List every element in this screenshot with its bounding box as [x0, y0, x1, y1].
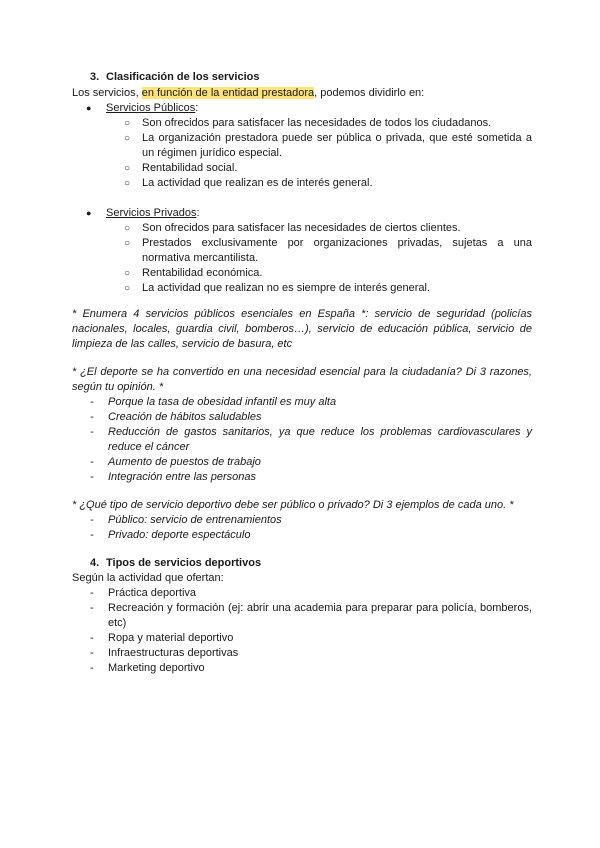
privados-item-text: Prestados exclusivamente por organizaciones privadas, sujetas a una normativa mercantilista.	[142, 237, 532, 264]
answer-text: Público: servicio de entrenamientos	[108, 514, 282, 526]
item-text: Ropa y material deportivo	[108, 632, 234, 644]
question-2-answer	[90, 395, 532, 410]
section-4-title: Tipos de servicios deportivos	[106, 557, 262, 569]
question-2-answer	[90, 410, 532, 425]
answer-text: Aumento de puestos de trabajo	[108, 456, 261, 468]
publicos-sub-item	[124, 131, 532, 161]
section-4-item	[90, 661, 532, 676]
privados-item-text: Rentabilidad económica.	[142, 267, 263, 279]
question-3-answer	[90, 528, 532, 543]
item-text: Recreación y formación (ej: abrir una academia para preparar para policía, bomberos, etc)	[108, 602, 532, 629]
hollow-bullet-icon: ○	[124, 118, 131, 129]
dash-bullet-icon: -	[90, 514, 94, 526]
intro-text-before: Los servicios,	[72, 87, 142, 99]
section-4-heading	[72, 556, 532, 571]
publicos-sub-item	[124, 176, 532, 191]
privados-item-text: Son ofrecidos para satisfacer las necesidades de ciertos clientes.	[142, 222, 461, 234]
question-3-answer	[90, 513, 532, 528]
section-4-item	[90, 601, 532, 631]
answer-text: Privado: deporte espectáculo	[108, 529, 251, 541]
question-2-answer	[90, 425, 532, 455]
dash-bullet-icon: -	[90, 602, 94, 614]
publicos-item-text: Son ofrecidos para satisfacer las necesidades de todos los ciudadanos.	[142, 117, 492, 129]
section-4-number: 4.	[90, 557, 100, 569]
hollow-bullet-icon: ○	[124, 223, 131, 234]
question-2: * ¿El deporte se ha convertido en una necesidad esencial para la ciudadanía? Di 3 razones, según tu opinión. *	[72, 366, 532, 393]
item-text: Infraestructuras deportivas	[108, 647, 239, 659]
section-3-heading	[72, 70, 532, 85]
colon: :	[195, 102, 199, 114]
intro-highlight: en función de la entidad prestadora	[141, 87, 315, 99]
item-text: Marketing deportivo	[108, 662, 205, 674]
section-4-item	[90, 646, 532, 661]
hollow-bullet-icon: ○	[124, 268, 131, 279]
question-2-answer	[90, 455, 532, 470]
privados-sub-item	[124, 266, 532, 281]
question-2-answer	[90, 470, 532, 485]
section-4-item	[90, 631, 532, 646]
answer-text: Porque la tasa de obesidad infantil es muy alta	[108, 396, 337, 408]
servicios-publicos-label: Servicios Públicos	[106, 102, 196, 114]
answer-text: Integración entre las personas	[108, 471, 256, 483]
hollow-bullet-icon: ○	[124, 283, 131, 294]
hollow-bullet-icon: ○	[124, 133, 131, 144]
section-3-number: 3.	[90, 71, 100, 83]
dash-bullet-icon: -	[90, 587, 94, 599]
answer-text: Creación de hábitos saludables	[108, 411, 262, 423]
servicios-publicos-item	[86, 101, 546, 116]
section-3-title: Clasificación de los servicios	[106, 71, 260, 83]
hollow-bullet-icon: ○	[124, 163, 131, 174]
dash-bullet-icon: -	[90, 647, 94, 659]
dash-bullet-icon: -	[90, 529, 94, 541]
colon: :	[196, 207, 200, 219]
section-3-intro	[72, 86, 532, 101]
privados-sub-item	[124, 281, 532, 296]
publicos-item-text: La organización prestadora puede ser pública o privada, que esté sometida a un régimen jurídico especial.	[142, 132, 532, 159]
section-4-intro: Según la actividad que ofertan:	[72, 572, 224, 584]
answer-text: Reducción de gastos sanitarios, ya que reduce los problemas cardiovasculares y reduce el cáncer	[108, 426, 532, 453]
privados-sub-item	[124, 236, 532, 266]
publicos-item-text: Rentabilidad social.	[142, 162, 238, 174]
servicios-privados-item	[86, 206, 546, 221]
item-text: Práctica deportiva	[108, 587, 197, 599]
privados-item-text: La actividad que realizan no es siempre de interés general.	[142, 282, 431, 294]
dash-bullet-icon: -	[90, 426, 94, 438]
publicos-sub-item	[124, 116, 532, 131]
intro-text-after: , podemos dividirlo en:	[314, 87, 425, 99]
hollow-bullet-icon: ○	[124, 238, 131, 249]
dash-bullet-icon: -	[90, 632, 94, 644]
publicos-sub-item	[124, 161, 532, 176]
hollow-bullet-icon: ○	[124, 178, 131, 189]
section-4-item	[90, 586, 532, 601]
dash-bullet-icon: -	[90, 471, 94, 483]
filled-bullet-icon: ●	[86, 103, 92, 113]
dash-bullet-icon: -	[90, 411, 94, 423]
question-3: * ¿Qué tipo de servicio deportivo debe ser público o privado? Di 3 ejemplos de cada uno. *	[72, 499, 514, 511]
dash-bullet-icon: -	[90, 396, 94, 408]
publicos-item-text: La actividad que realizan es de interés general.	[142, 177, 373, 189]
question-1: * Enumera 4 servicios públicos esenciales en España *: servicio de seguridad (policías nacionales, locales, guardia civil, bomberos…), servicio de educación pública, servicio de limpieza de las calles, servicio de basura, etc	[72, 308, 532, 350]
dash-bullet-icon: -	[90, 662, 94, 674]
privados-sub-item	[124, 221, 532, 236]
servicios-privados-label: Servicios Privados	[106, 207, 197, 219]
dash-bullet-icon: -	[90, 456, 94, 468]
filled-bullet-icon: ●	[86, 208, 92, 218]
